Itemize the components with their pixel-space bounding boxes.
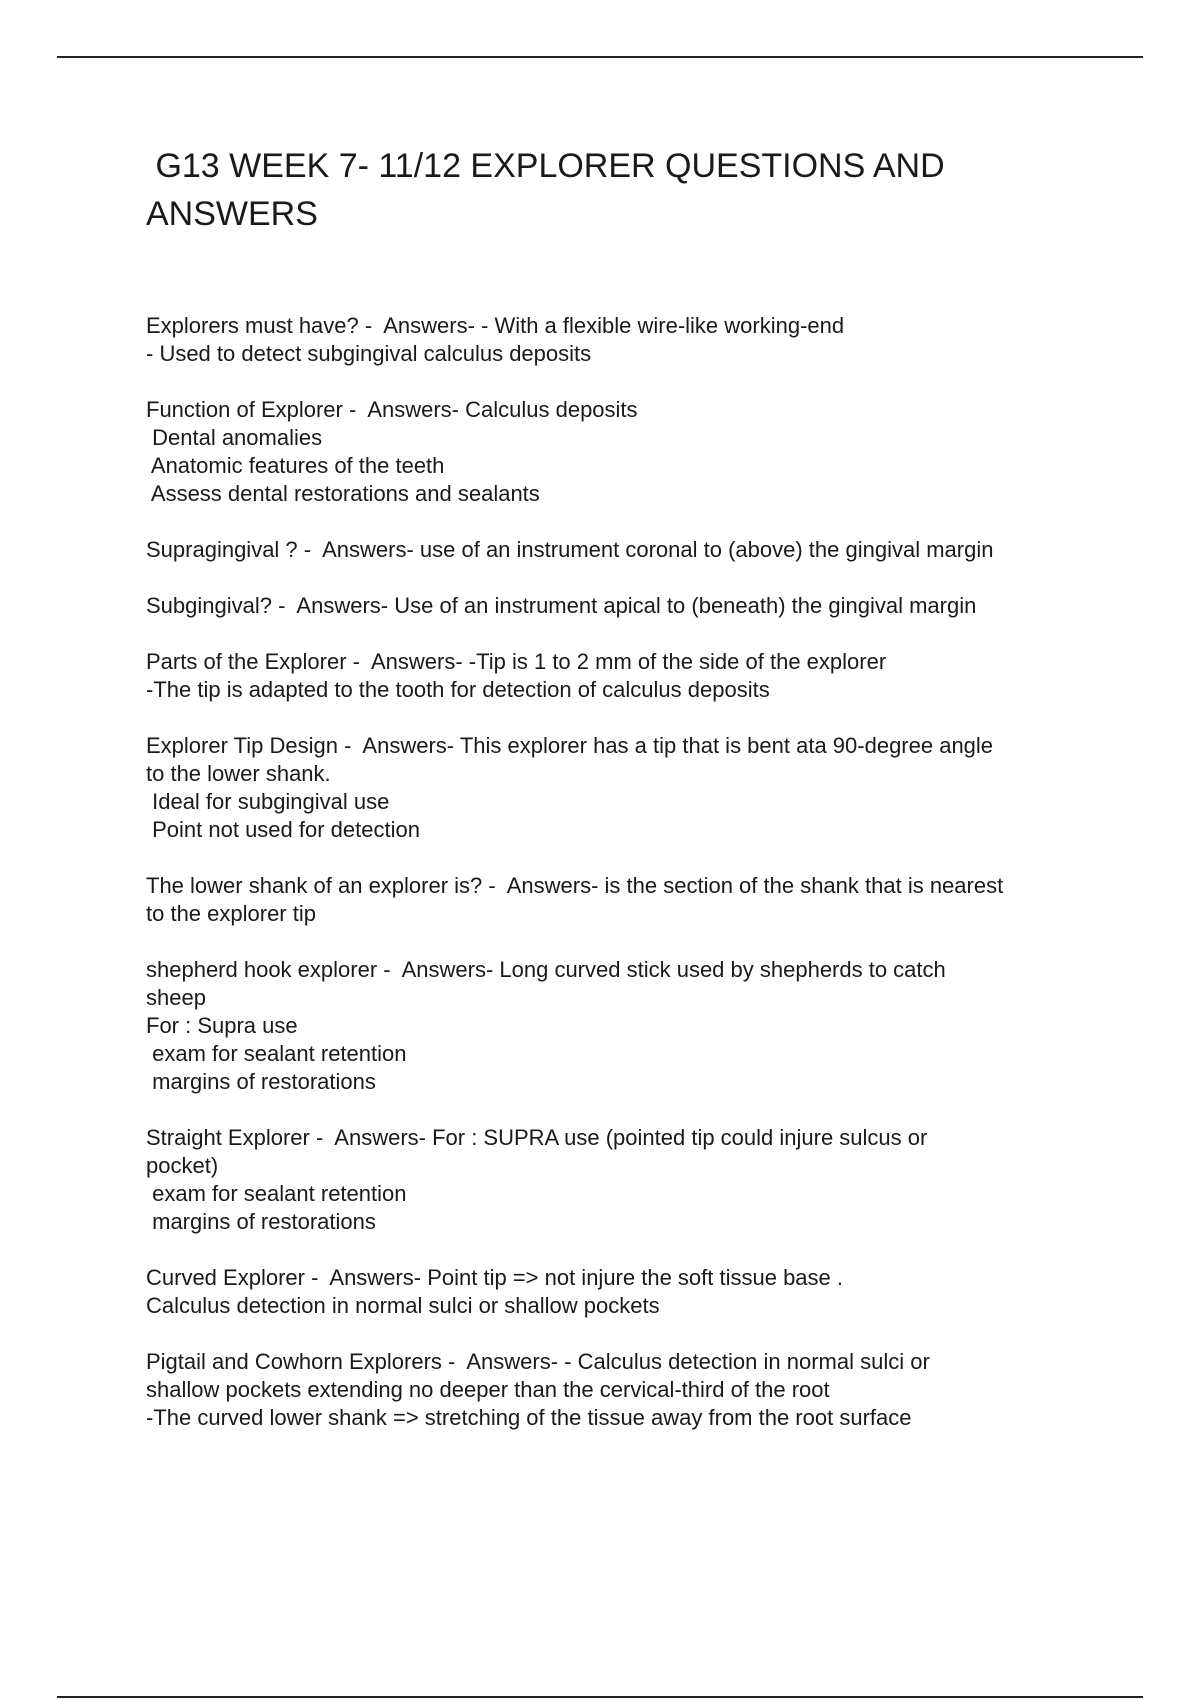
answer-continuation-line: Point not used for detection [146, 817, 420, 842]
qa-item [146, 1124, 1106, 1236]
qa-item [146, 396, 1106, 508]
answer-continuation-line: to the explorer tip [146, 901, 316, 926]
question-answer-line: Explorer Tip Design - Answers- This explorer has a tip that is bent ata 90-degree angle [146, 733, 994, 758]
answer-continuation-line: margins of restorations [146, 1069, 376, 1094]
answer-continuation-line: Assess dental restorations and sealants [146, 481, 540, 506]
qa-list [146, 312, 1106, 1460]
question-answer-line: Curved Explorer - Answers- Point tip => not injure the soft tissue base . [146, 1265, 844, 1290]
answer-continuation-line: exam for sealant retention [146, 1041, 407, 1066]
qa-item [146, 536, 1106, 564]
question-answer-line: Pigtail and Cowhorn Explorers - Answers- - Calculus detection in normal sulci or [146, 1349, 930, 1374]
question-answer-line: Straight Explorer - Answers- For : SUPRA use (pointed tip could injure sulcus or [146, 1125, 928, 1150]
answer-continuation-line: Anatomic features of the teeth [146, 453, 445, 478]
bottom-rule [57, 1696, 1143, 1698]
question-answer-line: Function of Explorer - Answers- Calculus deposits [146, 397, 638, 422]
answer-continuation-line: shallow pockets extending no deeper than the cervical-third of the root [146, 1377, 830, 1402]
question-answer-line: Supragingival ? - Answers- use of an instrument coronal to (above) the gingival margin [146, 537, 994, 562]
qa-item [146, 1348, 1106, 1432]
answer-continuation-line: -The tip is adapted to the tooth for detection of calculus deposits [146, 677, 770, 702]
qa-item [146, 1264, 1106, 1320]
answer-continuation-line: margins of restorations [146, 1209, 376, 1234]
qa-item [146, 592, 1106, 620]
qa-item [146, 872, 1106, 928]
answer-continuation-line: Calculus detection in normal sulci or shallow pockets [146, 1293, 660, 1318]
document-title: G13 WEEK 7- 11/12 EXPLORER QUESTIONS AND ANSWERS [146, 147, 945, 233]
answer-continuation-line: Dental anomalies [146, 425, 323, 450]
qa-item [146, 312, 1106, 368]
question-answer-line: The lower shank of an explorer is? - Answers- is the section of the shank that is nearest [146, 873, 1004, 898]
top-rule [57, 56, 1143, 58]
qa-item [146, 956, 1106, 1096]
qa-item [146, 732, 1106, 844]
answer-continuation-line: sheep [146, 985, 206, 1010]
answer-continuation-line: Ideal for subgingival use [146, 789, 390, 814]
answer-continuation-line: - Used to detect subgingival calculus deposits [146, 341, 592, 366]
answer-continuation-line: -The curved lower shank => stretching of the tissue away from the root surface [146, 1405, 912, 1430]
question-answer-line: shepherd hook explorer - Answers- Long curved stick used by shepherds to catch [146, 957, 946, 982]
answer-continuation-line: exam for sealant retention [146, 1181, 407, 1206]
qa-item [146, 648, 1106, 704]
answer-continuation-line: For : Supra use [146, 1013, 298, 1038]
answer-continuation-line: to the lower shank. [146, 761, 331, 786]
question-answer-line: Subgingival? - Answers- Use of an instrument apical to (beneath) the gingival margin [146, 593, 977, 618]
question-answer-line: Explorers must have? - Answers- - With a flexible wire-like working-end [146, 313, 845, 338]
question-answer-line: Parts of the Explorer - Answers- -Tip is 1 to 2 mm of the side of the explorer [146, 649, 887, 674]
answer-continuation-line: pocket) [146, 1153, 219, 1178]
